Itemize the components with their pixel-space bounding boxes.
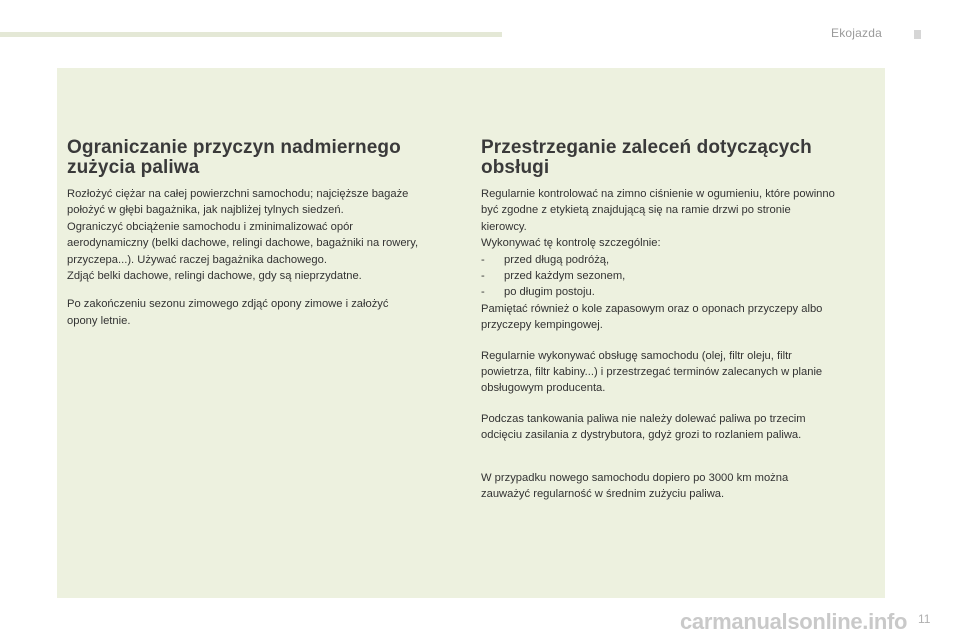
left-title-line-1: Ograniczanie przyczyn nadmiernego: [67, 137, 401, 158]
list-item: [481, 252, 861, 268]
list-item-text: przed każdym sezonem,: [504, 270, 626, 283]
text-line: Zdjąć belki dachowe, relingi dachowe, gdy są nieprzydatne.: [67, 270, 362, 283]
right-paragraph-1: [481, 186, 861, 252]
section-marker: [914, 30, 921, 39]
text-line: kierowcy.: [481, 220, 527, 233]
left-paragraph-2: [67, 296, 462, 329]
text-line: przyczepy kempingowej.: [481, 319, 603, 332]
text-line: Po zakończeniu sezonu zimowego zdjąć opony zimowe i założyć: [67, 298, 389, 311]
text-line: Ograniczyć obciążenie samochodu i zminimalizować opór: [67, 220, 354, 233]
text-line: obsługowym producenta.: [481, 382, 606, 395]
right-title-line-1: Przestrzeganie zaleceń dotyczących: [481, 137, 812, 158]
text-line: W przypadku nowego samochodu dopiero po 3000 km można: [481, 471, 789, 484]
watermark: carmanualsonline.info: [680, 609, 908, 634]
list-item-text: przed długą podróżą,: [504, 253, 610, 266]
section-title: Ekojazda: [831, 26, 882, 40]
text-line: Wykonywać tę kontrolę szczególnie:: [481, 237, 661, 250]
text-line: powietrza, filtr kabiny...) i przestrzegać terminów zalecanych w planie: [481, 366, 823, 379]
text-line: Regularnie kontrolować na zimno ciśnienie w ogumieniu, które powinno: [481, 188, 835, 200]
left-column-title: [67, 138, 462, 178]
right-paragraph-4: [481, 470, 861, 503]
text-line: Rozłożyć ciężar na całej powierzchni samochodu; najcięższe bagaże: [67, 188, 409, 200]
list-item-text: po długim postoju.: [504, 286, 595, 299]
list-item: [481, 268, 861, 284]
text-line: aerodynamiczny (belki dachowe, relingi dachowe, bagażniki na rowery,: [67, 237, 419, 250]
text-line: położyć w głębi bagażnika, jak najbliżej tylnych siedzeń.: [67, 204, 344, 217]
list-item: [481, 284, 861, 300]
right-column-title: [481, 138, 861, 178]
text-line: być zgodne z etykietą znajdującą się na ramie drzwi po stronie: [481, 204, 791, 217]
text-line: Regularnie wykonywać obsługę samochodu (olej, filtr oleju, filtr: [481, 349, 792, 362]
text-line: przyczepa...). Używać raczej bagażnika dachowego.: [67, 253, 327, 266]
dash-marker: -: [481, 286, 485, 299]
right-paragraph-3: [481, 411, 861, 444]
content-panel: [57, 68, 885, 598]
right-column: [481, 138, 861, 503]
text-line: Pamiętać również o kole zapasowym oraz o oponach przyczepy albo: [481, 302, 823, 315]
left-paragraph-1: [67, 186, 462, 284]
right-title-line-2: obsługi: [481, 157, 550, 178]
text-line: zauważyć regularność w średnim zużyciu paliwa.: [481, 488, 725, 501]
maintenance-list: [481, 252, 861, 301]
dash-marker: -: [481, 270, 485, 283]
header-rule: [0, 32, 502, 37]
dash-marker: -: [481, 253, 485, 266]
left-column: [67, 138, 462, 329]
text-line: odcięciu zasilania z dystrybutora, gdyż grozi to rozlaniem paliwa.: [481, 429, 802, 442]
page-number: 11: [918, 612, 931, 626]
text-line: opony letnie.: [67, 314, 131, 327]
right-paragraph-2: [481, 348, 861, 397]
text-line: Podczas tankowania paliwa nie należy dolewać paliwa po trzecim: [481, 412, 806, 425]
right-paragraph-1-end: [481, 301, 861, 334]
left-title-line-2: zużycia paliwa: [67, 157, 200, 178]
